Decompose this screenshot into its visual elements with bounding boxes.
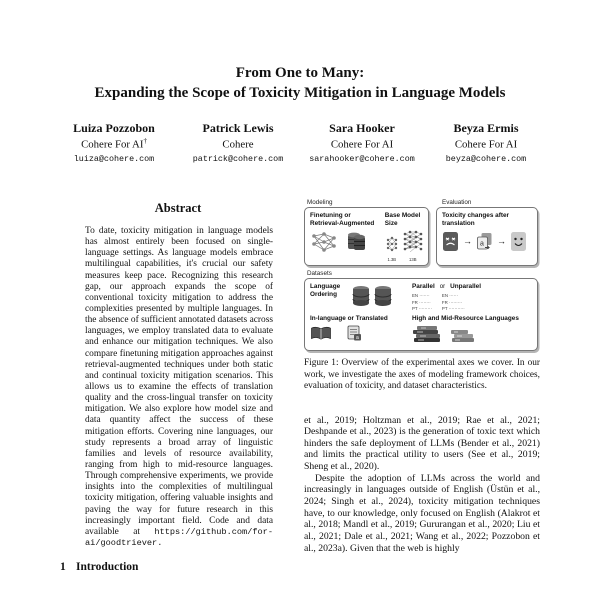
small-model-size: 1.3B xyxy=(387,257,397,263)
parallel-word: Parallel xyxy=(412,283,435,290)
section-number: 1 xyxy=(60,561,66,574)
section-heading-introduction xyxy=(60,561,296,573)
book-stack-small-icon xyxy=(450,330,476,343)
base-model-icons xyxy=(385,230,423,262)
translated-doc-icon xyxy=(346,325,362,341)
affiliation-text: Cohere For AI xyxy=(330,138,394,151)
datasets-label: Datasets xyxy=(307,270,332,277)
resource-languages-group xyxy=(412,315,532,347)
evaluation-box xyxy=(436,207,538,266)
evaluation-icons xyxy=(442,231,532,252)
author-3 xyxy=(300,121,424,164)
figure-top-labels xyxy=(304,199,540,206)
author-name: Patrick Lewis xyxy=(202,121,274,135)
author-affiliation xyxy=(300,137,424,151)
affiliation-text: Cohere xyxy=(222,138,254,151)
author-1 xyxy=(52,121,176,164)
modeling-box xyxy=(304,207,429,266)
paper-title-line1: From One to Many: xyxy=(235,65,365,81)
affiliation-text: Cohere For AI xyxy=(454,138,518,151)
parallel-group xyxy=(412,283,532,315)
unparallel-example-list xyxy=(442,293,465,313)
body-paragraph-1: et al., 2019; Holtzman et al., 2019; Rae et al., 2021; Deshpande et al., 2023) is the generation of toxic text which hinders the safe deployment of LLMs (Bender et al., 2021) and limits the practical utility to users (See et al., 2019; Sheng et al., 2020). xyxy=(304,414,540,473)
in-language-icons xyxy=(310,325,406,341)
introduction-body xyxy=(304,415,540,555)
author-4 xyxy=(424,121,548,164)
body-paragraph-2: Despite the adoption of LLMs across the world and increasingly in languages outside of English (Üstün et al., 2024; Singh et al., 2024), toxicity mitigation techniques have, to our knowledge, only focused on English (Alakrot et al., 2018; Mandl et al., 2019; Gururangan et al., 2020; Liu et al., 2021; Dale et al., 2021; Wang et al., 2022; Pozzobon et al., 2023a). Given that the web is highly xyxy=(304,472,540,554)
base-model-title: Base Model Size xyxy=(384,212,421,227)
affiliation-text: Cohere For AI xyxy=(81,138,144,151)
base-model-group xyxy=(385,212,423,261)
author-name: Beyza Ermis xyxy=(453,121,519,135)
abstract-heading: Abstract xyxy=(154,201,202,215)
arrow-icon: → xyxy=(497,236,506,247)
author-affiliation xyxy=(52,137,176,151)
author-name: Luiza Pozzobon xyxy=(73,121,155,135)
figure-row-1 xyxy=(304,207,540,266)
safe-document-icon xyxy=(510,231,527,252)
figure-1 xyxy=(304,199,540,393)
unparallel-item: PT ··········· xyxy=(441,306,465,312)
author-block xyxy=(52,121,548,164)
retrieval-datastore-icon xyxy=(345,230,367,254)
abstract-body-text: To date, toxicity mitigation in language models has almost entirely been focused on single-language settings. As language models embrace multilingual capabilities, it's crucial our safety measures keep pace. Recognizing this research gap, our approach expands the scope of conventional toxicity mitigation to address the complexities presented by multiple languages. In the absence of sufficient annotated datasets across languages, we employ translated data to evaluate and enhance our mitigation techniques. We also compare finetuning mitigation approaches against retrieval-augmented techniques under both static and continual toxicity mitigation scenarios. This allows us to examine the effects of translation quality and the cross-lingual transfer on toxicity mitigation. We also explore how model size and data quantity affect the success of these mitigation efforts. Covering nine languages, our study represents a broad array of linguistic families and levels of resource availability, ranging from high to mid-resource languages. Through comprehensive experiments, we provide insights into the complexities of multilingual toxicity mitigation, offering valuable insights and paving the way for future research in this increasingly important field. Code and data available at xyxy=(85,226,273,537)
unparallel-item: FR ········· xyxy=(441,299,463,305)
large-model-size: 13B xyxy=(409,257,417,263)
parallel-item: PT ········· xyxy=(412,306,432,312)
evaluation-label: Evaluation xyxy=(442,199,472,206)
code-url-link[interactable]: https://github.com/for-ai/goodtriever. xyxy=(85,526,273,548)
translation-icon xyxy=(476,232,493,251)
parallel-item: FR ········ xyxy=(412,299,431,305)
resource-languages-icons xyxy=(412,325,532,343)
left-column xyxy=(60,196,296,573)
large-model xyxy=(403,230,423,262)
parallel-title xyxy=(412,283,532,291)
svg-text:a: a xyxy=(356,335,359,342)
affiliation-dagger: † xyxy=(143,137,147,145)
large-model-icon xyxy=(403,230,423,252)
in-language-group xyxy=(310,315,406,347)
open-book-icon xyxy=(310,326,332,341)
paper-title-line2: Expanding the Scope of Toxicity Mitigation in Language Models xyxy=(94,85,506,102)
author-affiliation xyxy=(176,137,300,151)
small-model-icon xyxy=(385,236,399,252)
or-word: or xyxy=(439,284,446,290)
language-ordering-group xyxy=(310,283,406,315)
author-email: beyza@cohere.com xyxy=(445,153,527,164)
finetuning-icons xyxy=(310,230,379,254)
modeling-label: Modeling xyxy=(307,199,333,206)
unparallel-word: Unparallel xyxy=(450,283,481,290)
toxic-document-icon xyxy=(442,231,459,252)
author-affiliation xyxy=(424,137,548,151)
section-title: Introduction xyxy=(76,561,139,574)
author-email: patrick@cohere.com xyxy=(192,153,284,164)
parallel-examples xyxy=(412,293,532,313)
evaluation-title: Toxicity changes after translation xyxy=(442,212,510,227)
author-2 xyxy=(176,121,300,164)
parallel-item: EN ······· xyxy=(412,293,430,299)
paper-title xyxy=(0,63,600,104)
finetuning-title: Finetuning or Retrieval-Augmented xyxy=(310,212,375,227)
neural-network-icon xyxy=(310,230,342,254)
author-name: Sara Hooker xyxy=(329,121,395,135)
in-language-title: In-language or Translated xyxy=(310,314,388,322)
resource-languages-title: High and Mid-Resource Languages xyxy=(412,314,519,322)
parallel-example-list xyxy=(412,293,432,313)
author-email: luiza@cohere.com xyxy=(73,153,155,164)
arrow-icon: → xyxy=(463,236,472,247)
small-model xyxy=(385,236,399,262)
abstract-text xyxy=(85,226,273,549)
author-email: sarahooker@cohere.com xyxy=(309,153,415,164)
language-ordering-title: Language Ordering xyxy=(310,283,341,298)
right-column xyxy=(304,196,540,573)
unparallel-item: EN ······ xyxy=(441,293,459,299)
book-stack-large-icon xyxy=(412,325,442,343)
finetuning-group xyxy=(310,212,379,261)
datasets-box xyxy=(304,278,538,351)
database-ordering-icon xyxy=(350,283,394,309)
figure-caption: Figure 1: Overview of the experimental axes we cover. In our work, we investigate the axes of modeling framework choices, evaluation of toxicity, and dataset characteristics. xyxy=(304,358,540,392)
svg-text:a: a xyxy=(480,240,484,248)
two-column-body xyxy=(60,196,540,573)
